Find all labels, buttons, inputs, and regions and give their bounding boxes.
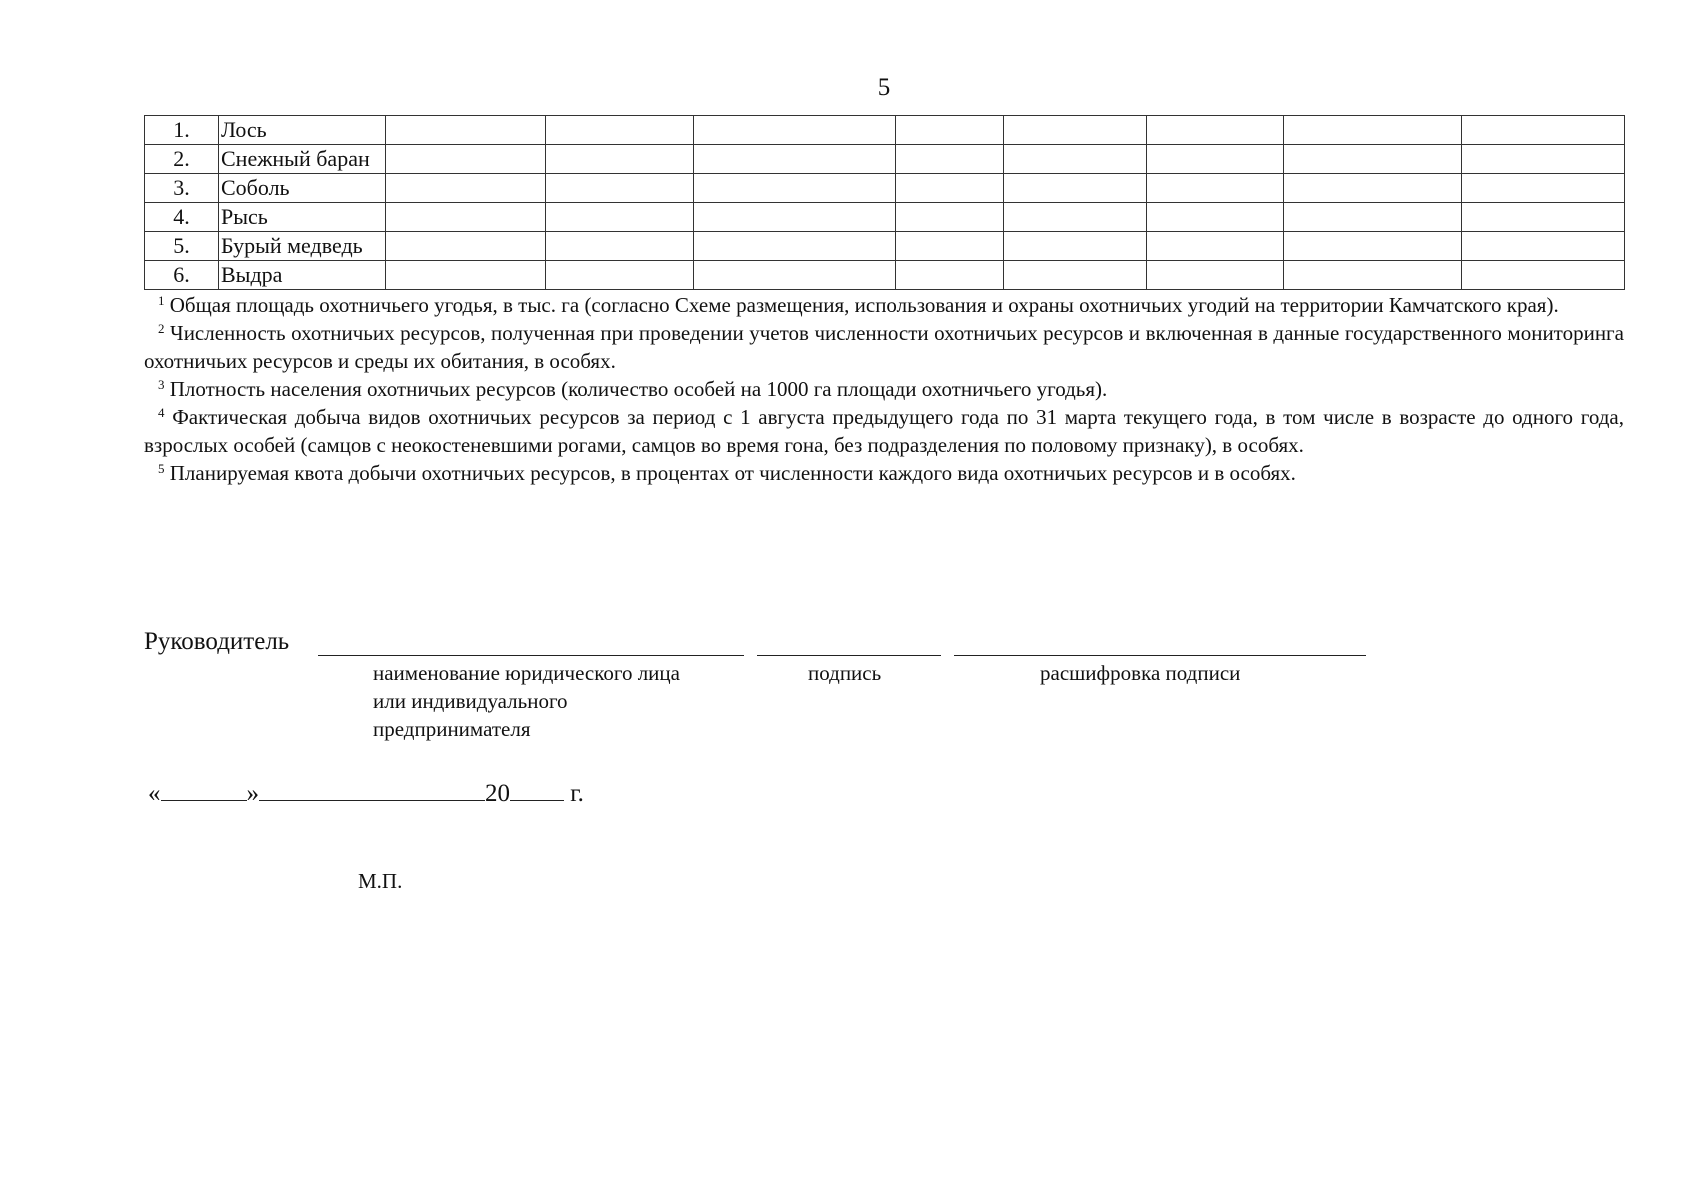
empty-cell[interactable] (1462, 116, 1625, 145)
row-number: 6. (145, 261, 219, 290)
empty-cell[interactable] (1462, 203, 1625, 232)
empty-cell[interactable] (546, 203, 694, 232)
signature-caption: подпись (808, 661, 882, 685)
empty-cell[interactable] (694, 145, 896, 174)
empty-cell[interactable] (386, 203, 546, 232)
species-name: Снежный баран (219, 145, 386, 174)
empty-cell[interactable] (896, 174, 1004, 203)
footnote-mark: 4 (158, 405, 165, 420)
footnote-5 (144, 459, 1624, 487)
empty-cell[interactable] (386, 174, 546, 203)
empty-cell[interactable] (694, 203, 896, 232)
empty-cell[interactable] (1147, 174, 1284, 203)
page-number: 5 (877, 74, 891, 101)
footnote-mark: 5 (158, 461, 165, 476)
year-suffix: г. (564, 780, 584, 807)
empty-cell[interactable] (1004, 116, 1147, 145)
footnote-mark: 1 (158, 293, 165, 308)
empty-cell[interactable] (1004, 232, 1147, 261)
empty-cell[interactable] (1147, 261, 1284, 290)
century: 20 (485, 780, 510, 807)
row-number: 3. (145, 174, 219, 203)
species-name: Бурый медведь (219, 232, 386, 261)
footnote-text: Планируемая квота добычи охотничьих ресурсов, в процентах от численности каждого вида охотничьих ресурсов и в особях. (164, 461, 1296, 485)
empty-cell[interactable] (1462, 261, 1625, 290)
empty-cell[interactable] (1284, 232, 1462, 261)
empty-cell[interactable] (546, 116, 694, 145)
empty-cell[interactable] (896, 261, 1004, 290)
table-row (145, 203, 1625, 232)
species-name: Рысь (219, 203, 386, 232)
species-name: Выдра (219, 261, 386, 290)
empty-cell[interactable] (386, 145, 546, 174)
row-number: 2. (145, 145, 219, 174)
table-body (145, 116, 1625, 290)
empty-cell[interactable] (1004, 203, 1147, 232)
footnote-text: Общая площадь охотничьего угодья, в тыс. га (согласно Схеме размещения, использования и охраны охотничьих угодий на территории Камчатского края). (164, 293, 1559, 317)
org-name-line[interactable] (318, 655, 744, 656)
signature-decode-caption: расшифровка подписи (1040, 661, 1241, 685)
empty-cell[interactable] (896, 116, 1004, 145)
org-name-caption: наименование юридического лица или индивидуального предпринимателя (373, 661, 680, 741)
signature-decode-line[interactable] (954, 655, 1366, 656)
footnote-mark: 3 (158, 377, 165, 392)
footnote-text: Численность охотничьих ресурсов, полученная при проведении учетов численности охотничьих ресурсов и включенная в данные государственного мониторинга охотничьих ресурсов и среды их обитания, в особях. (144, 321, 1624, 373)
empty-cell[interactable] (386, 232, 546, 261)
empty-cell[interactable] (694, 116, 896, 145)
signature-label: Руководитель (144, 628, 290, 655)
row-number: 5. (145, 232, 219, 261)
empty-cell[interactable] (1284, 145, 1462, 174)
species-name: Соболь (219, 174, 386, 203)
empty-cell[interactable] (694, 261, 896, 290)
empty-cell[interactable] (1147, 232, 1284, 261)
empty-cell[interactable] (1147, 203, 1284, 232)
table-row (145, 145, 1625, 174)
species-name: Лось (219, 116, 386, 145)
empty-cell[interactable] (1284, 174, 1462, 203)
footnote-text: Фактическая добыча видов охотничьих ресурсов за период с 1 августа предыдущего года по 31 марта текущего года, в том числе в возрасте до одного года, взрослых особей (самцов с неокостеневшими рогами, самцов во время гона, без подразделения по половому признаку), в особях. (144, 405, 1624, 457)
empty-cell[interactable] (1462, 174, 1625, 203)
empty-cell[interactable] (1004, 261, 1147, 290)
row-number: 1. (145, 116, 219, 145)
empty-cell[interactable] (386, 116, 546, 145)
empty-cell[interactable] (896, 232, 1004, 261)
empty-cell[interactable] (1462, 145, 1625, 174)
empty-cell[interactable] (694, 232, 896, 261)
stamp-placeholder: М.П. (358, 869, 403, 893)
species-table (144, 115, 1625, 290)
year-blank[interactable] (510, 778, 564, 801)
table-row (145, 116, 1625, 145)
footnote-text: Плотность населения охотничьих ресурсов (количество особей на 1000 га площади охотничьего угодья). (164, 377, 1108, 401)
empty-cell[interactable] (896, 203, 1004, 232)
row-number: 4. (145, 203, 219, 232)
footnote-4 (144, 403, 1624, 459)
footnote-3 (144, 375, 1624, 403)
footnote-2 (144, 319, 1624, 375)
empty-cell[interactable] (1284, 203, 1462, 232)
close-quote: » (246, 780, 259, 807)
empty-cell[interactable] (1147, 116, 1284, 145)
empty-cell[interactable] (1284, 261, 1462, 290)
empty-cell[interactable] (1462, 232, 1625, 261)
date-row (148, 778, 584, 808)
empty-cell[interactable] (546, 261, 694, 290)
day-blank[interactable] (161, 778, 247, 801)
footnotes (144, 291, 1624, 487)
empty-cell[interactable] (546, 145, 694, 174)
empty-cell[interactable] (546, 174, 694, 203)
empty-cell[interactable] (546, 232, 694, 261)
footnote-mark: 2 (158, 321, 165, 336)
table-row (145, 232, 1625, 261)
empty-cell[interactable] (386, 261, 546, 290)
footnote-1 (144, 291, 1624, 319)
empty-cell[interactable] (1004, 174, 1147, 203)
table-row (145, 174, 1625, 203)
empty-cell[interactable] (1147, 145, 1284, 174)
empty-cell[interactable] (1004, 145, 1147, 174)
signature-line[interactable] (757, 655, 941, 656)
empty-cell[interactable] (694, 174, 896, 203)
empty-cell[interactable] (896, 145, 1004, 174)
month-blank[interactable] (259, 778, 485, 801)
open-quote: « (148, 780, 161, 807)
table-row (145, 261, 1625, 290)
empty-cell[interactable] (1284, 116, 1462, 145)
